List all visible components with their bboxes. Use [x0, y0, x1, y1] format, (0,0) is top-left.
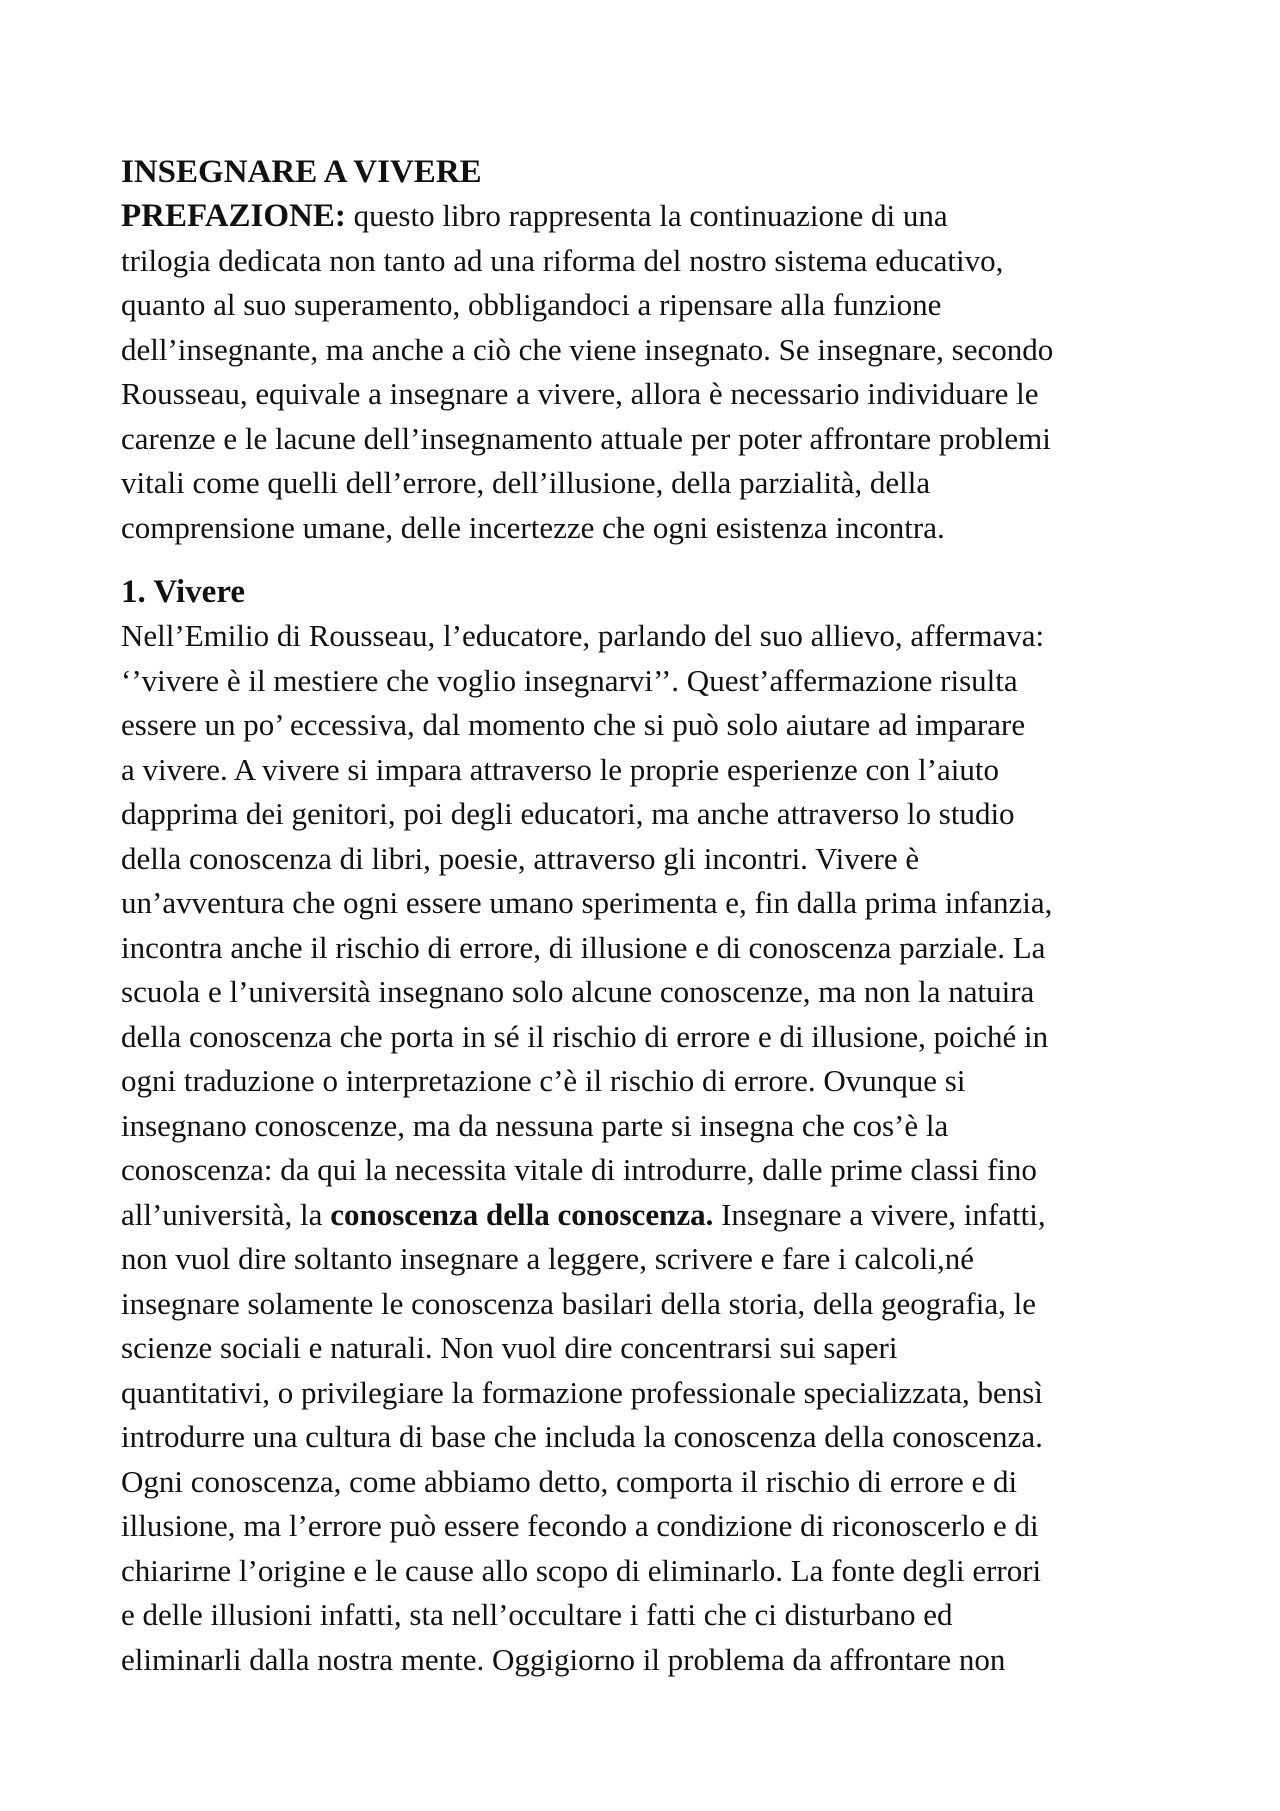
body-line: ogni traduzione o interpretazione c’è il rischio di errore. Ovunque si: [121, 1063, 966, 1098]
document-title: INSEGNARE A VIVERE: [121, 154, 482, 190]
body-line: ‘’vivere è il mestiere che voglio insegnarvi’’. Quest’affermazione risulta: [121, 662, 1018, 698]
body-line: illusione, ma l’errore può essere fecondo a condizione di riconoscerlo e di: [121, 1508, 1039, 1543]
preface-first-line: [121, 194, 1171, 239]
body-line: chiarirne l’origine e le cause allo scopo di eliminarlo. La fonte degli errori: [121, 1552, 1042, 1588]
preface-line: comprensione umane, delle incertezze che ogni esistenza incontra.: [121, 509, 945, 545]
document-page: [121, 150, 1171, 1682]
body-line: insegnare solamente le conoscenza basilari della storia, della geografia, le: [121, 1285, 1036, 1321]
preface-line: carenze e le lacune dell’insegnamento attuale per poter affrontare problemi: [121, 420, 1051, 456]
section-body: [121, 614, 1171, 1682]
preface-line: dell’insegnante, ma anche a ciò che viene insegnato. Se insegnare, secondo: [121, 331, 1054, 367]
body-line: insegnano conoscenze, ma da nessuna parte si insegna che cos’è la: [121, 1107, 949, 1143]
body-line: quantitativi, o privilegiare la formazione professionale specializzata, bensì: [121, 1374, 1043, 1410]
preface: [121, 194, 1171, 550]
body-line: conoscenza: da qui la necessita vitale di introdurre, dalle prime classi fino: [121, 1152, 1037, 1187]
bold-phrase: conoscenza della conoscenza.: [330, 1196, 714, 1232]
body-line: scuola e l’università insegnano solo alcune conoscenze, ma non la natuira: [121, 974, 1035, 1009]
preface-line: trilogia dedicata non tanto ad una riforma del nostro sistema educativo,: [121, 242, 1004, 278]
preface-line: questo libro rappresenta la continuazione di una: [353, 198, 948, 233]
body-line: Ogni conoscenza, come abbiamo detto, comporta il rischio di errore e di: [121, 1463, 1018, 1499]
body-line: essere un po’ eccessiva, dal momento che si può solo aiutare ad imparare: [121, 707, 1026, 742]
body-line: un’avventura che ogni essere umano sperimenta e, fin dalla prima infanzia,: [121, 885, 1053, 920]
body-line: Nell’Emilio di Rousseau, l’educatore, parlando del suo allievo, affermava:: [121, 618, 1045, 653]
body-line: scienze sociali e naturali. Non vuol dire concentrarsi sui saperi: [121, 1330, 898, 1365]
preface-line: quanto al suo superamento, obbligandoci a ripensare alla funzione: [121, 287, 942, 322]
body-line: a vivere. A vivere si impara attraverso le proprie esperienze con l’aiuto: [121, 751, 999, 787]
body-line: della conoscenza che porta in sé il rischio di errore e di illusione, poiché in: [121, 1018, 1049, 1054]
body-line: eliminarli dalla nostra mente. Oggigiorno il problema da affrontare non: [121, 1641, 1006, 1677]
body-line: introdurre una cultura di base che includa la conoscenza della conoscenza.: [121, 1419, 1043, 1454]
preface-line: vitali come quelli dell’errore, dell’illusione, della parzialità, della: [121, 465, 931, 500]
body-line: e delle illusioni infatti, sta nell’occultare i fatti che ci disturbano ed: [121, 1597, 953, 1632]
preface-label: PREFAZIONE:: [121, 198, 346, 234]
preface-line: Rousseau, equivale a insegnare a vivere, allora è necessario individuare le: [121, 376, 1039, 411]
bold-line-after: Insegnare a vivere, infatti,: [713, 1196, 1046, 1232]
bold-line-before: all’università, la: [121, 1196, 331, 1232]
body-line: della conoscenza di libri, poesie, attraverso gli incontri. Vivere è: [121, 840, 920, 876]
body-line-with-bold: [121, 1193, 1171, 1238]
body-line: non vuol dire soltanto insegnare a leggere, scrivere e fare i calcoli,né: [121, 1241, 974, 1276]
body-line: incontra anche il rischio di errore, di illusione e di conoscenza parziale. La: [121, 929, 1046, 965]
section-heading: 1. Vivere: [121, 574, 246, 610]
body-line: dapprima dei genitori, poi degli educatori, ma anche attraverso lo studio: [121, 796, 1015, 831]
